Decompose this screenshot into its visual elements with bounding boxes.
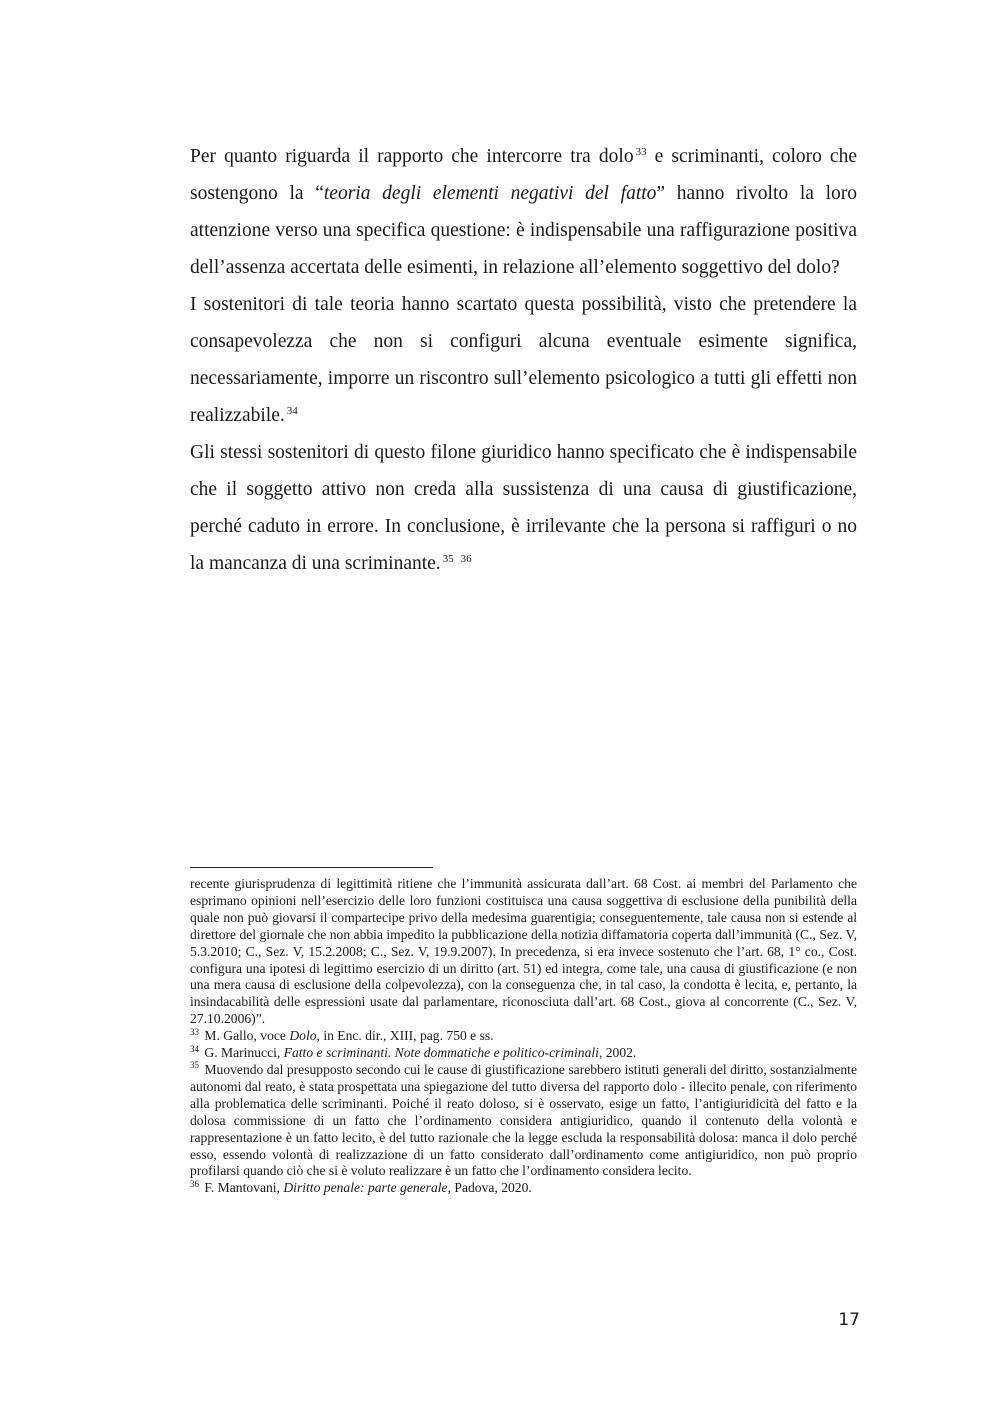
paragraph-text: I sostenitori di tale teoria hanno scartato questa possibilità, visto che pretendere la consapevolezza che non si configuri alcuna eventuale esimente significa, necessariamente, imporre un riscontro sull’elemento psicologico a tutti gli effetti non realizzabile. (190, 294, 857, 426)
footnote-text: Muovendo dal presupposto secondo cui le cause di giustificazione sarebbero istituti generali del diritto, sostanzialmente autonomi dal reato, è stata prospettata una spiegazione del tutto diversa del rapporto dolo - illecito penale, con riferimento alla problematica delle scriminanti. Poiché il reato doloso, si è osservato, esige un fatto, l’antigiuridicità del fatto e la dolosa commissione di un fatto che l’ordinamento considera antigiuridico, quando il contenuto della volontà e rappresentazione è un fatto lecito, è del tutto razionale che la legge escluda la responsabilità dolosa: manca il dolo perché esso, essendo volontà di realizzazione di un fatto considerato dall’ordinamento come antigiuridico, non può proprio profilarsi quando ciò che si è voluto realizzare è un fatto che l’ordinamento considera lecito. (190, 1061, 857, 1179)
footnote-text: , 2002. (598, 1045, 637, 1061)
footnote-text: G. Marinucci, (201, 1045, 284, 1061)
footnote-text: F. Mantovani, (201, 1180, 284, 1196)
footnote-continuation: recente giurisprudenza di legittimità ritiene che l’immunità assicurata dall’art. 68 Cost. ai membri del Parlamento che esprimano opinioni nell’esercizio delle loro funzioni costituisca una causa soggettiva di esclusione della punibilità della quale non può giovarsi il compartecipe privo della medesima guarentigia; conseguentemente, tale causa non si estende al direttore del giornale che non abbia impedito la pubblicazione della notizia diffamatoria coperta dall’immunità (C., Sez. V, 5.3.2010; C., Sez. V, 15.2.2008; C., Sez. V, 19.9.2007). In precedenza, si era invece sostenuto che l’art. 68, 1° co., Cost. configura una ipotesi di legittimo esercizio di un diritto (art. 51) ed integra, come tale, una causa di giustificazione (e non una mera causa di esclusione della colpevolezza), con la conseguenza che, in tal caso, la condotta è lecita, e, pertanto, la insindacabilità delle espressioni usate dal parlamentare, riconosciuta dall’art. 68 Cost., giova al concorrente (C., Sez. V, 27.10.2006)”. (190, 876, 857, 1027)
footnote-text: , in Enc. dir., XIII, pag. 750 e ss. (316, 1028, 494, 1044)
paragraph-text: ” hanno rivolto la loro attenzione verso una specifica questione: è indispensabile una raffigurazione positiva dell’assenza accertata delle esimenti, in relazione all’elemento soggettivo del dolo? (190, 183, 857, 278)
paragraph-2 (190, 286, 857, 434)
footnote-ref-35[interactable]: 35 (442, 552, 454, 565)
footnote-ref-36[interactable]: 36 (460, 552, 472, 565)
footnote-ref-34[interactable]: 34 (286, 404, 298, 417)
paragraph-1 (190, 138, 857, 286)
footnote-text: , Padova, 2020. (447, 1180, 532, 1196)
footnote-ref-33[interactable]: 33 (635, 145, 647, 158)
footnotes (190, 876, 857, 1197)
footnote-35 (190, 1062, 857, 1180)
footnote-text: M. Gallo, voce (201, 1028, 290, 1044)
footnote-number: 36 (190, 1178, 199, 1189)
paragraph-text: Per quanto riguarda il rapporto che intercorre tra dolo (190, 146, 634, 167)
body-text (190, 138, 857, 582)
paragraph-3 (190, 434, 857, 582)
footnote-number: 33 (190, 1026, 199, 1037)
footnote-number: 34 (190, 1043, 199, 1054)
footnote-italic: Dolo (289, 1028, 317, 1044)
footnote-italic: Fatto e scriminanti. Note dommatiche e politico-criminali (283, 1045, 599, 1061)
footnote-number: 35 (190, 1060, 199, 1071)
footnote-33 (190, 1028, 857, 1045)
italic-term: teoria degli elementi negativi del fatto (323, 183, 657, 204)
page-number: 17 (838, 1310, 860, 1330)
footnote-36 (190, 1180, 857, 1197)
paragraph-text: Gli stessi sostenitori di questo filone giuridico hanno specificato che è indispensabile che il soggetto attivo non creda alla sussistenza di una causa di giustificazione, perché caduto in errore. In conclusione, è irrilevante che la persona si raffiguri o no la mancanza di una scriminante. (190, 442, 857, 574)
paragraph-text: e scriminanti, coloro che sostengono la “ (190, 146, 857, 204)
footnote-34 (190, 1045, 857, 1062)
footnote-italic: Diritto penale: parte generale (283, 1180, 448, 1196)
footnote-separator (190, 867, 433, 868)
